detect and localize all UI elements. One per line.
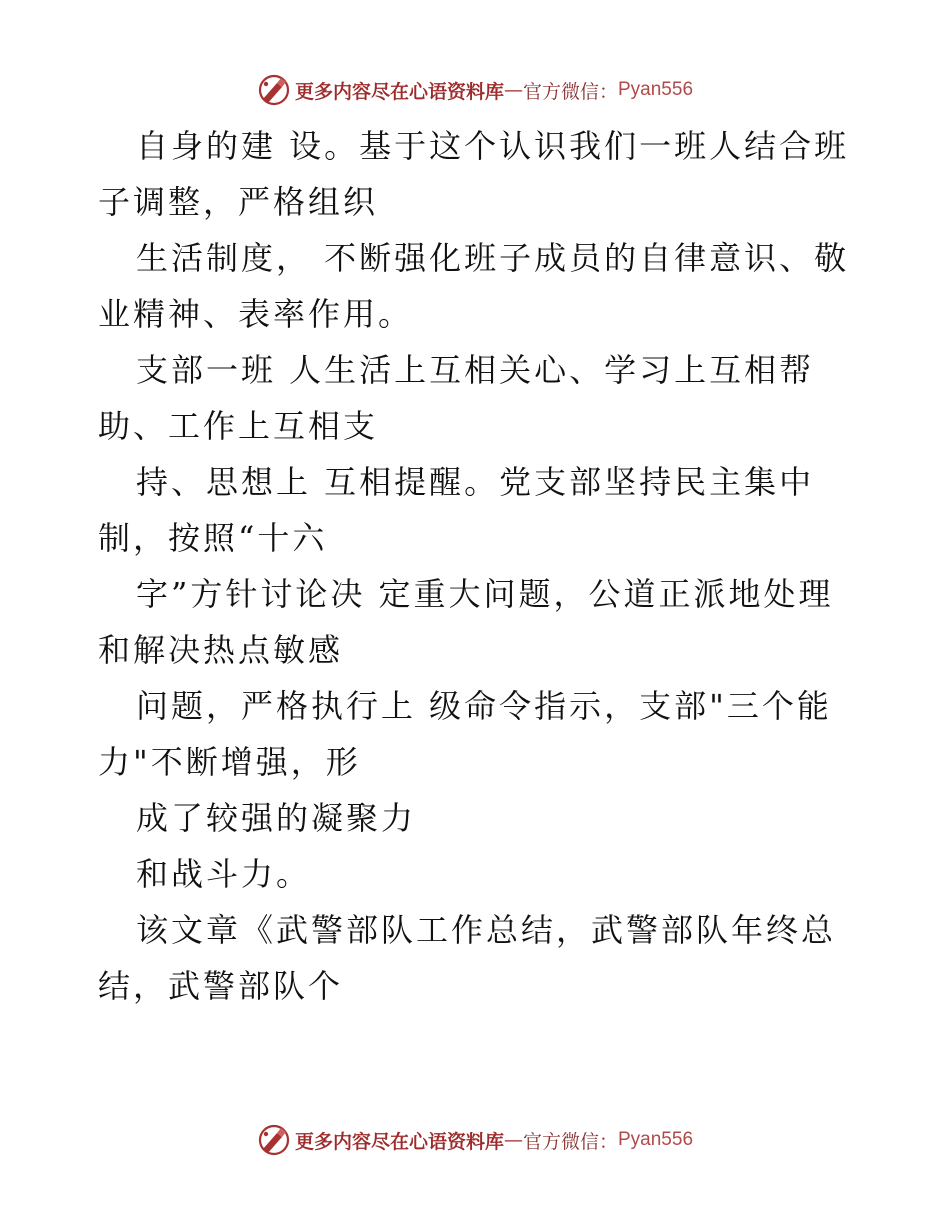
document-body — [98, 118, 850, 1014]
banner-dash: — — [503, 79, 523, 101]
header-banner — [0, 70, 950, 110]
text-line: 力"不断增强，形 — [98, 743, 361, 781]
text-line: 该文章《武警部队工作总结，武警部队年终总 — [136, 911, 837, 949]
text-line: 问题，严格执行上 级命令指示，支部"三个能 — [136, 687, 832, 725]
pen-logo-icon — [257, 73, 291, 107]
text-line: 生活制度， 不断强化班子成员的自律意识、敬 — [136, 239, 850, 277]
text-line: 成了较强的凝聚力 — [136, 799, 417, 837]
text-line: 结，武警部队个 — [98, 967, 344, 1005]
banner-wechat-id: Pyan556 — [618, 1129, 694, 1150]
text-line: 自身的建 设。基于这个认识我们一班人结合班 — [136, 127, 850, 165]
text-line: 和解决热点敏感 — [98, 631, 344, 669]
banner-brand: 更多内容尽在心语资料库 — [294, 80, 504, 103]
text-line: 持、思想上 互相提醒。党支部坚持民主集中 — [136, 463, 815, 501]
banner-dash: — — [503, 1129, 523, 1151]
banner-brand: 更多内容尽在心语资料库 — [294, 1130, 504, 1153]
text-line: 制，按照“十六 — [98, 519, 328, 557]
banner-wechat-label: 官方微信： — [522, 80, 618, 103]
text-line: 支部一班 人生活上互相关心、学习上互相帮 — [136, 351, 815, 389]
pen-logo-icon — [257, 1123, 291, 1157]
banner-wechat-label: 官方微信： — [522, 1130, 618, 1153]
text-line: 和战斗力。 — [136, 855, 312, 893]
banner-wechat-id: Pyan556 — [618, 79, 694, 100]
footer-banner — [0, 1120, 950, 1160]
text-line: 助、工作上互相支 — [98, 407, 379, 445]
text-line: 字”方针讨论决 定重大问题，公道正派地处理 — [136, 575, 834, 613]
text-line: 业精神、表率作用。 — [98, 295, 414, 333]
text-line: 子调整，严格组织 — [98, 183, 379, 221]
